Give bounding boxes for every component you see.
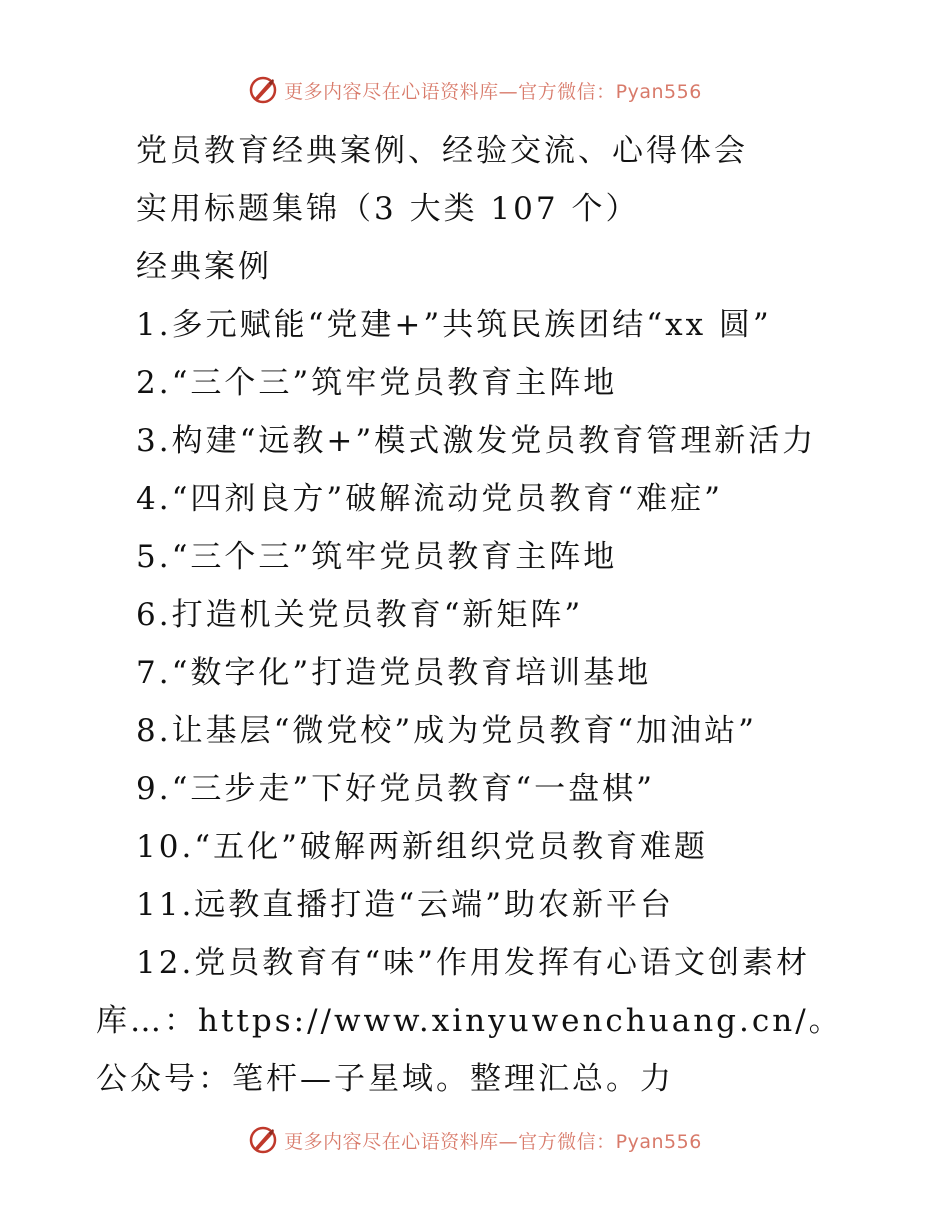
watermark-text: 更多内容尽在心语资料库—官方微信：Pyan556	[284, 80, 702, 103]
section-heading: 经典案例	[136, 249, 272, 285]
document-title-line-2: 实用标题集锦（3 大类 107 个）	[136, 191, 640, 227]
watermark-text: 更多内容尽在心语资料库—官方微信：Pyan556	[284, 1130, 702, 1153]
document-title-line-1: 党员教育经典案例、经验交流、心得体会	[136, 133, 748, 169]
list-item: 7.“数字化”打造党员教育培训基地	[136, 655, 652, 691]
list-item: 2.“三个三”筑牢党员教育主阵地	[136, 365, 618, 401]
quill-logo-icon	[248, 1125, 278, 1155]
list-item: 10.“五化”破解两新组织党员教育难题	[136, 829, 708, 865]
list-item: 6.打造机关党员教育“新矩阵”	[136, 597, 584, 633]
list-item: 1.多元赋能“党建+”共筑民族团结“xx 圆”	[136, 307, 772, 343]
header-watermark	[0, 70, 950, 110]
quill-logo-icon	[248, 75, 278, 105]
document-body	[0, 122, 950, 1108]
list-item: 9.“三步走”下好党员教育“一盘棋”	[136, 771, 655, 807]
list-item-paragraph: 12.党员教育有“味”作用发挥有心语文创素材库…：https://www.xinyuwenchuang.cn/。公众号：笔杆—子星域。整理汇总。力	[96, 945, 843, 1097]
list-item: 8.让基层“微党校”成为党员教育“加油站”	[136, 713, 757, 749]
list-item: 4.“四剂良方”破解流动党员教育“难症”	[136, 481, 723, 517]
list-item: 11.远教直播打造“云端”助农新平台	[136, 887, 674, 923]
footer-watermark	[0, 1120, 950, 1160]
list-item: 3.构建“远教+”模式激发党员教育管理新活力	[136, 423, 817, 459]
list-item: 5.“三个三”筑牢党员教育主阵地	[136, 539, 618, 575]
